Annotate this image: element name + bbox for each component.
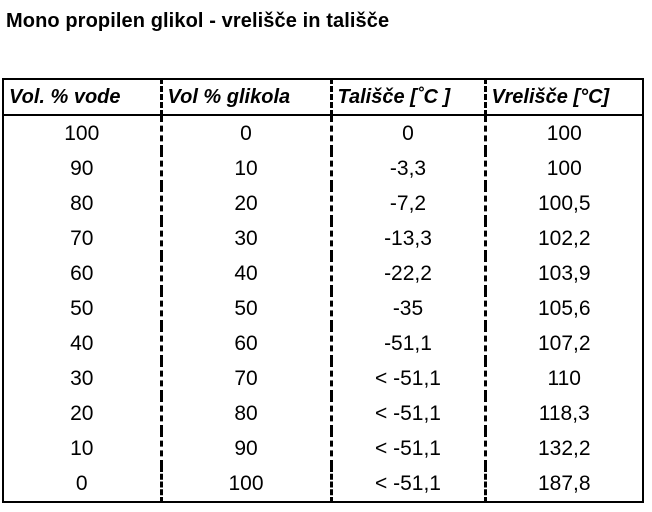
cell-melting-point: < -51,1 (331, 396, 485, 431)
cell-glycol-percent: 50 (161, 291, 331, 326)
table-row (3, 466, 643, 502)
cell-melting-point: < -51,1 (331, 361, 485, 396)
header-water-percent: Vol. % vode (3, 79, 161, 115)
cell-glycol-percent: 40 (161, 256, 331, 291)
cell-melting-point: -3,3 (331, 151, 485, 186)
cell-water-percent: 0 (3, 466, 161, 502)
table-body (3, 115, 643, 502)
cell-glycol-percent: 60 (161, 326, 331, 361)
cell-boiling-point: 118,3 (485, 396, 643, 431)
cell-boiling-point: 132,2 (485, 431, 643, 466)
table-row (3, 221, 643, 256)
cell-water-percent: 90 (3, 151, 161, 186)
cell-water-percent: 70 (3, 221, 161, 256)
cell-boiling-point: 107,2 (485, 326, 643, 361)
cell-water-percent: 50 (3, 291, 161, 326)
cell-boiling-point: 100 (485, 151, 643, 186)
cell-melting-point: -22,2 (331, 256, 485, 291)
header-glycol-percent: Vol % glikola (161, 79, 331, 115)
table-row (3, 431, 643, 466)
page-title: Mono propilen glikol - vrelišče in tališče (6, 10, 390, 32)
cell-water-percent: 10 (3, 431, 161, 466)
table-row (3, 361, 643, 396)
table-header (3, 79, 643, 115)
cell-boiling-point: 100,5 (485, 186, 643, 221)
cell-glycol-percent: 20 (161, 186, 331, 221)
table-row (3, 151, 643, 186)
cell-water-percent: 30 (3, 361, 161, 396)
header-boiling-point: Vrelišče [°C] (485, 79, 643, 115)
cell-glycol-percent: 0 (161, 115, 331, 151)
cell-glycol-percent: 30 (161, 221, 331, 256)
cell-water-percent: 20 (3, 396, 161, 431)
table-row (3, 186, 643, 221)
cell-boiling-point: 187,8 (485, 466, 643, 502)
cell-boiling-point: 102,2 (485, 221, 643, 256)
cell-boiling-point: 110 (485, 361, 643, 396)
cell-glycol-percent: 70 (161, 361, 331, 396)
table-row (3, 396, 643, 431)
cell-water-percent: 40 (3, 326, 161, 361)
cell-melting-point: -51,1 (331, 326, 485, 361)
cell-melting-point: -35 (331, 291, 485, 326)
table-row (3, 256, 643, 291)
data-table-container (2, 78, 642, 503)
cell-melting-point: 0 (331, 115, 485, 151)
cell-water-percent: 80 (3, 186, 161, 221)
cell-boiling-point: 100 (485, 115, 643, 151)
header-row (3, 79, 643, 115)
cell-glycol-percent: 100 (161, 466, 331, 502)
table-row (3, 115, 643, 151)
cell-water-percent: 100 (3, 115, 161, 151)
cell-glycol-percent: 80 (161, 396, 331, 431)
cell-boiling-point: 103,9 (485, 256, 643, 291)
glycol-table (2, 78, 644, 503)
cell-water-percent: 60 (3, 256, 161, 291)
cell-melting-point: < -51,1 (331, 431, 485, 466)
cell-glycol-percent: 90 (161, 431, 331, 466)
cell-boiling-point: 105,6 (485, 291, 643, 326)
table-row (3, 291, 643, 326)
cell-melting-point: < -51,1 (331, 466, 485, 502)
cell-melting-point: -13,3 (331, 221, 485, 256)
cell-melting-point: -7,2 (331, 186, 485, 221)
cell-glycol-percent: 10 (161, 151, 331, 186)
header-melting-point: Tališče [˚C ] (331, 79, 485, 115)
table-row (3, 326, 643, 361)
